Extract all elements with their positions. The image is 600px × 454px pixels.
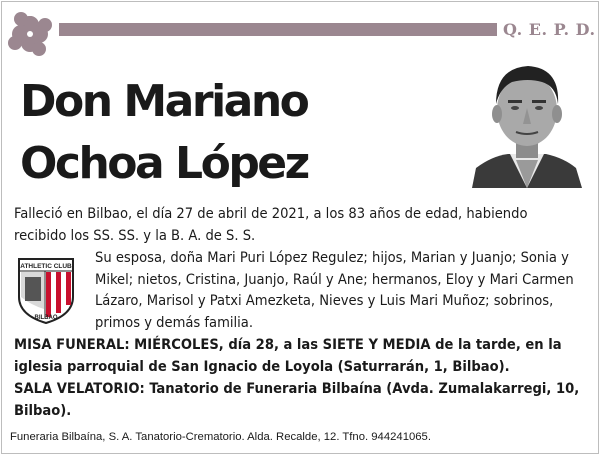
qepd-label: Q. E. P. D.: [503, 20, 596, 39]
portrait-photo: [472, 60, 582, 188]
lauburu-icon: [4, 8, 56, 60]
death-notice-text: Falleció en Bilbao, el día 27 de abril de 2021, a los 83 años de edad, habiendo recibido los SS. SS. y la B. A. de S. S.: [14, 205, 528, 244]
deceased-name-line2: Ochoa López: [20, 138, 308, 189]
family-list: Su esposa, doña Mari Puri López Regulez; hijos, Marian y Juanjo; Sonia y Mikel; nietos, Cristina, Juanjo, Raúl y Ane; hermanos, Eloy y Mari Carmen Lázaro, Marisol y Patxi Amezketa, Nieves y Luis Mari Muñoz; sobrinos, primos y demás familia.: [95, 249, 574, 331]
header-bar: [59, 23, 497, 36]
crest-city: BILBAO: [34, 315, 58, 321]
funeral-mass-notice: MISA FUNERAL: MIÉRCOLES, día 28, a las SIETE Y MEDIA de la tarde, en la iglesia parroquial de San Ignacio de Loyola (Saturrarán, 1, Bilbao).: [14, 336, 562, 375]
deceased-name-line1: Don Mariano: [20, 76, 308, 127]
wake-room-notice: SALA VELATORIO: Tanatorio de Funeraria Bilbaína (Avda. Zumalakarregi, 10, Bilbao).: [14, 380, 580, 419]
athletic-club-crest: [17, 257, 75, 325]
funeral-home-footer: Funeraria Bilbaína, S. A. Tanatorio-Crematorio. Alda. Recalde, 12. Tfno. 944241065.: [10, 431, 431, 443]
crest-label: ATHLETIC CLUB: [20, 263, 72, 270]
